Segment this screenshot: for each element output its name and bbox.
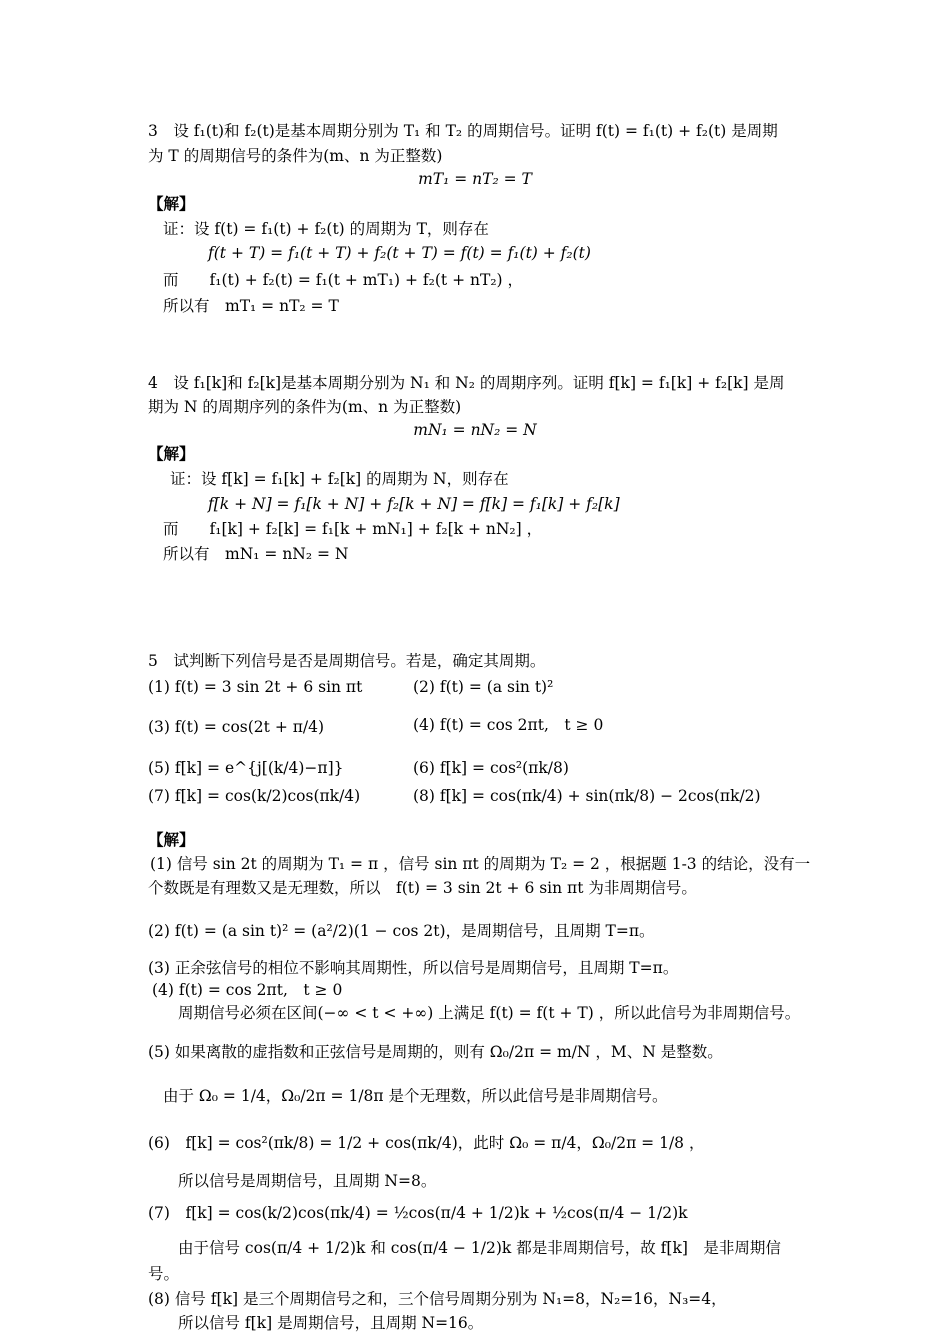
p5-item-1: (1) f(t) = 3 sin 2t + 6 sin πt xyxy=(148,678,363,696)
p5-sol-7a: (7) f[k] = cos(k/2)cos(πk/4) = ½cos(π/4 + 1/2)k + ½cos(π/4 − 1/2)k xyxy=(148,1204,688,1222)
p3-condition: mT₁ = nT₂ = T xyxy=(418,170,532,188)
p3-proof-line3: 而 f₁(t) + f₂(t) = f₁(t + mT₁) + f₂(t + nT₂) ， xyxy=(163,271,524,289)
p4-proof-line1: 证：设 f[k] = f₁[k] + f₂[k] 的周期为 N，则存在 xyxy=(170,470,509,488)
p5-solution-heading: 【解】 xyxy=(148,830,195,849)
p5-item-6: (6) f[k] = cos²(πk/8) xyxy=(413,759,569,777)
p5-sol-4a: (4) f(t) = cos 2πt, t ≥ 0 xyxy=(152,981,343,999)
p5-sol-5a: (5) 如果离散的虚指数和正弦信号是周期的，则有 Ω₀/2π = m/N ，M、N 是整数。 xyxy=(148,1043,723,1061)
p5-sol-7b: 由于信号 cos(π/4 + 1/2)k 和 cos(π/4 − 1/2)k 都是非周期信号，故 f[k] 是非周期信 xyxy=(178,1239,781,1257)
p3-statement-line1: 3 设 f₁(t)和 f₂(t)是基本周期分别为 T₁ 和 T₂ 的周期信号。证明 f(t) = f₁(t) + f₂(t) 是周期 xyxy=(148,122,778,140)
p4-statement-line2: 期为 N 的周期序列的条件为(m、n 为正整数) xyxy=(148,398,462,416)
p5-sol-3: (3) 正余弦信号的相位不影响其周期性，所以信号是周期信号，且周期 T=π。 xyxy=(148,959,679,977)
p5-sol-2: (2) f(t) = (a sin t)² = (a²/2)(1 − cos 2t)，是周期信号，且周期 T=π。 xyxy=(148,922,655,940)
p4-proof-line3: 而 f₁[k] + f₂[k] = f₁[k + mN₁] + f₂[k + nN₂] ， xyxy=(163,520,543,538)
p5-sol-1b: 个数既是有理数又是无理数，所以 f(t) = 3 sin 2t + 6 sin πt 为非周期信号。 xyxy=(148,879,697,897)
p4-statement-line1: 4 设 f₁[k]和 f₂[k]是基本周期分别为 N₁ 和 N₂ 的周期序列。证明 f[k] = f₁[k] + f₂[k] 是周 xyxy=(148,374,785,392)
p5-sol-8b: 所以信号 f[k] 是周期信号，且周期 N=16。 xyxy=(178,1314,484,1332)
p5-sol-7c: 号。 xyxy=(148,1265,180,1283)
p5-item-2: (2) f(t) = (a sin t)² xyxy=(413,678,554,696)
p5-sol-1a: (1) 信号 sin 2t 的周期为 T₁ = π ，信号 sin πt 的周期为 T₂ = 2 ，根据题 1-3 的结论，没有一 xyxy=(150,855,811,873)
p5-item-4: (4) f(t) = cos 2πt, t ≥ 0 xyxy=(413,716,604,734)
p3-proof-line4: 所以有 mT₁ = nT₂ = T xyxy=(163,297,339,315)
p3-proof-line1: 证：设 f(t) = f₁(t) + f₂(t) 的周期为 T，则存在 xyxy=(163,220,489,238)
p5-sol-6b: 所以信号是周期信号，且周期 N=8。 xyxy=(178,1172,437,1190)
p4-proof-line2: f[k + N] = f₁[k + N] + f₂[k + N] = f[k] = f₁[k] + f₂[k] xyxy=(208,495,620,513)
p5-sol-4b: 周期信号必须在区间(−∞ < t < +∞) 上满足 f(t) = f(t + T) ，所以此信号为非周期信号。 xyxy=(178,1004,801,1022)
p3-solution-heading: 【解】 xyxy=(148,194,195,213)
p5-item-3: (3) f(t) = cos(2t + π/4) xyxy=(148,718,325,736)
p4-solution-heading: 【解】 xyxy=(148,444,195,463)
p5-statement: 5 试判断下列信号是否是周期信号。若是，确定其周期。 xyxy=(148,652,546,670)
p3-statement-line2: 为 T 的周期信号的条件为(m、n 为正整数) xyxy=(148,147,443,165)
p5-item-8: (8) f[k] = cos(πk/4) + sin(πk/8) − 2cos(πk/2) xyxy=(413,787,761,805)
p5-sol-6a: (6) f[k] = cos²(πk/8) = 1/2 + cos(πk/4)，此时 Ω₀ = π/4，Ω₀/2π = 1/8 ， xyxy=(148,1134,705,1152)
p5-sol-8a: (8) 信号 f[k] 是三个周期信号之和，三个信号周期分别为 N₁=8，N₂=16，N₃=4， xyxy=(148,1290,727,1308)
p3-proof-line2: f(t + T) = f₁(t + T) + f₂(t + T) = f(t) = f₁(t) + f₂(t) xyxy=(208,244,591,262)
p5-item-5: (5) f[k] = e^{j[(k/4)−π]} xyxy=(148,759,344,777)
p5-item-7: (7) f[k] = cos(k/2)cos(πk/4) xyxy=(148,787,361,805)
p4-proof-line4: 所以有 mN₁ = nN₂ = N xyxy=(163,545,349,563)
p5-sol-5b: 由于 Ω₀ = 1/4，Ω₀/2π = 1/8π 是个无理数，所以此信号是非周期信号。 xyxy=(163,1087,668,1105)
p4-condition: mN₁ = nN₂ = N xyxy=(413,421,537,439)
